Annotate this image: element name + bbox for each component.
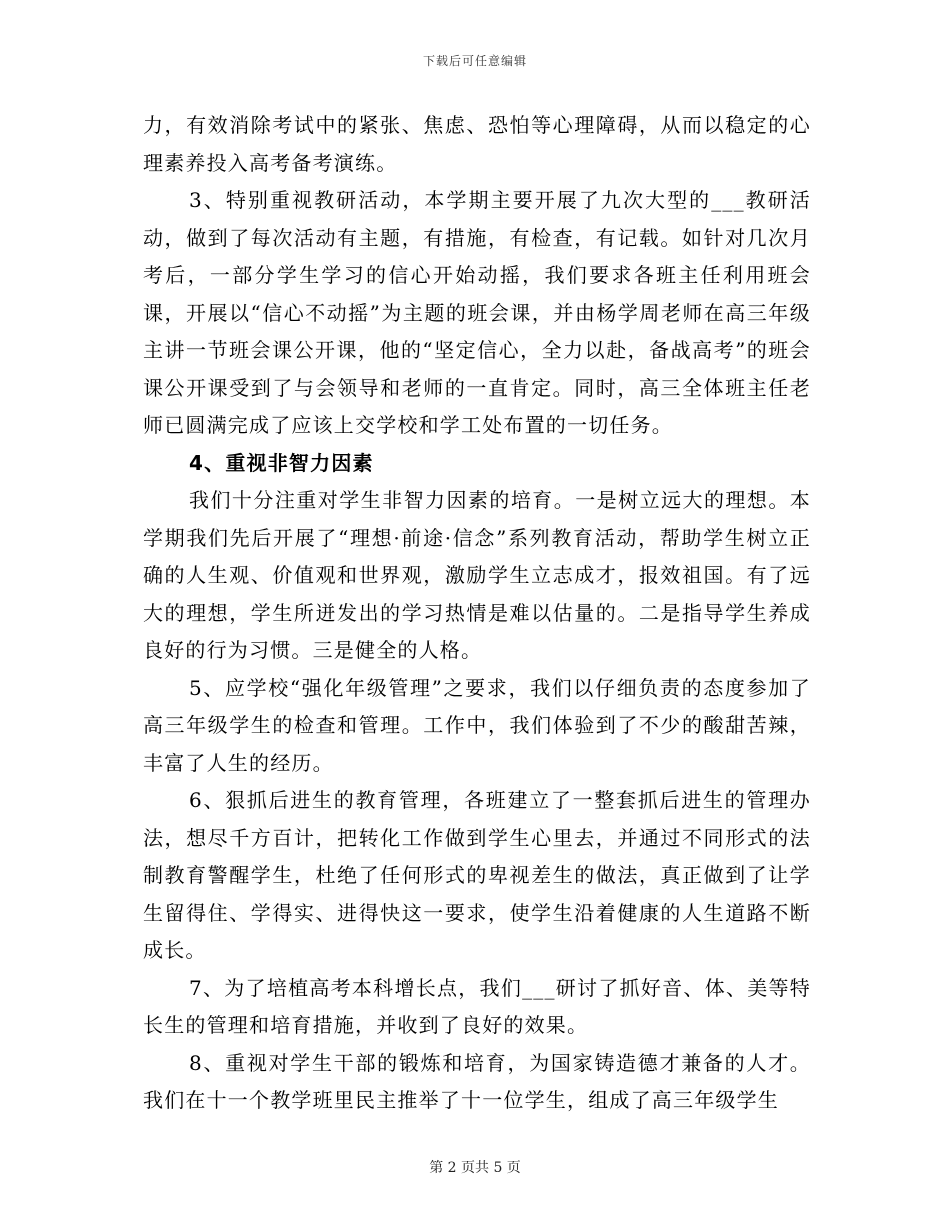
- section-heading-item-4: 4、重视非智力因素: [189, 450, 374, 475]
- document-body: [143, 107, 811, 1120]
- paragraph-item-6: 6、狠抓后进生的教育管理，各班建立了一整套抓后进生的管理办法，想尽千方百计，把转化工作做到学生心里去，并通过不同形式的法制教育警醒学生，杜绝了任何形式的卑视差生的做法，真正做到了让学生留得住、学得实、进得快这一要求，使学生沿着健康的人生道路不断成长。: [143, 788, 811, 962]
- paragraph-continuation: 力，有效消除考试中的紧张、焦虑、恐怕等心理障碍，从而以稳定的心理素养投入高考备考演练。: [143, 113, 811, 175]
- paragraph-item-5: 5、应学校“强化年级管理”之要求，我们以仔细负责的态度参加了高三年级学生的检查和管理。工作中，我们体验到了不少的酸甜苦辣，丰富了人生的经历。: [143, 675, 811, 775]
- page-header: 下载后可任意编辑: [422, 54, 527, 68]
- paragraph-item-8: 8、重视对学生干部的锻炼和培育，为国家铸造德才兼备的人才。我们在十一个教学班里民主推举了十一位学生，组成了高三年级学生: [143, 1050, 811, 1112]
- paragraph-non-intellectual: 我们十分注重对学生非智力因素的培育。一是树立远大的理想。本学期我们先后开展了“理想·前途·信念”系列教育活动，帮助学生树立正确的人生观、价值观和世界观，激励学生立志成才，报效祖国。有了远大的理想，学生所迸发出的学习热情是难以估量的。二是指导学生养成良好的行为习惯。三是健全的人格。: [143, 488, 811, 662]
- page-footer: 第 2 页共 5 页: [429, 1160, 521, 1176]
- paragraph-item-3: 3、特别重视教研活动，本学期主要开展了九次大型的___教研活动，做到了每次活动有主题，有措施，有检查，有记载。如针对几次月考后，一部分学生学习的信心开始动摇，我们要求各班主任利用班会课，开展以“信心不动摇”为主题的班会课，并由杨学周老师在高三年级主讲一节班会课公开课，他的“坚定信心，全力以赴，备战高考”的班会课公开课受到了与会领导和老师的一直肯定。同时，高三全体班主任老师已圆满完成了应该上交学校和学工处布置的一切任务。: [143, 188, 811, 437]
- paragraph-item-7: 7、为了培植高考本科增长点，我们___研讨了抓好音、体、美等特长生的管理和培育措施，并收到了良好的效果。: [143, 975, 811, 1037]
